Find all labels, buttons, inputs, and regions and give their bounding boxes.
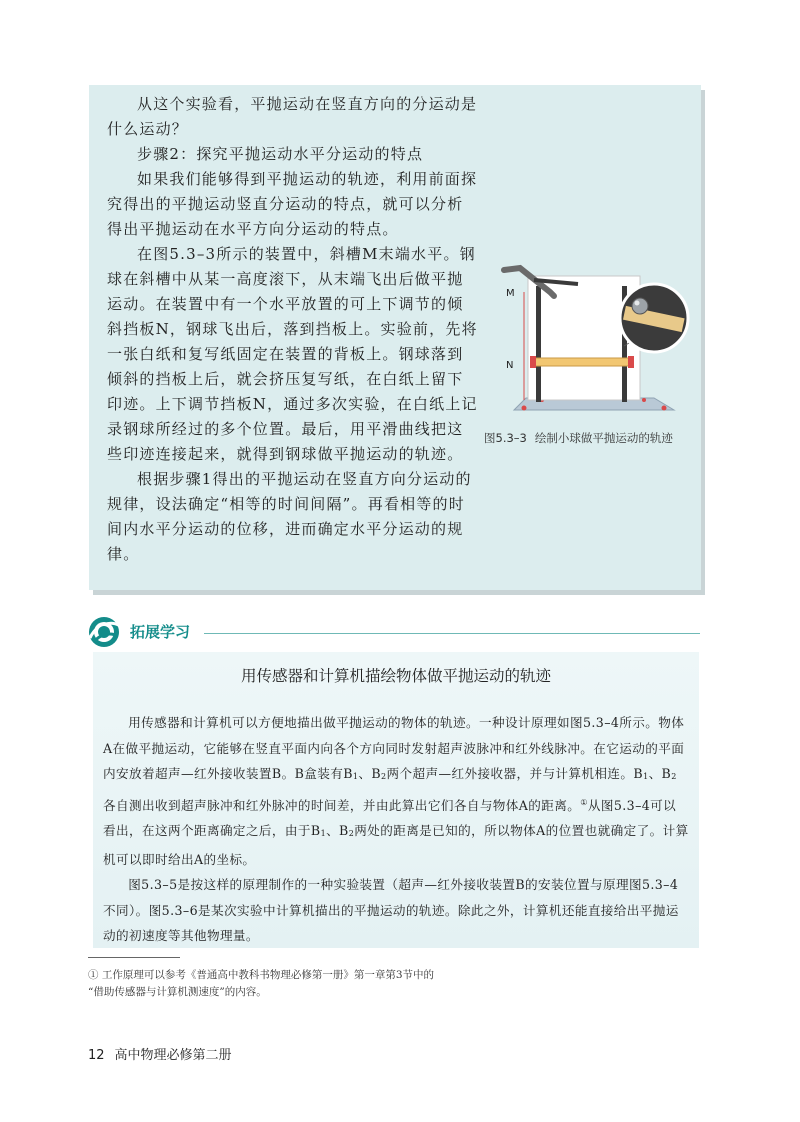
footnote <box>88 967 648 1001</box>
extension-title: 用传感器和计算机描绘物体做平抛运动的轨迹 <box>240 667 551 685</box>
apparatus-illustration <box>494 262 694 424</box>
footnote-line-1: ① 工作原理可以参考《普通高中教科书物理必修第一册》第一章第3节中的 <box>88 969 435 981</box>
figure-caption-text: 绘制小球做平抛运动的轨迹 <box>534 431 673 445</box>
exp-step-2-heading: 步骤2：探究平抛运动水平分运动的特点 <box>137 145 424 163</box>
figure-apparatus <box>494 262 694 424</box>
figure-label-m: M <box>506 288 515 299</box>
globe-swirl-icon <box>86 614 122 650</box>
footnote-rule <box>88 957 180 958</box>
book-title: 高中物理必修第二册 <box>114 1048 232 1063</box>
page-number: 12 <box>88 1048 105 1063</box>
extension-divider <box>204 633 700 634</box>
ext-paragraph-1: 用传感器和计算机可以方便地描出做平抛运动的物体的轨迹。一种设计原理如图5.3–4所示。物体A在做平抛运动，它能够在竖直平面内向各个方向同时发射超声波脉冲和红外线脉冲。在它运动的平面内安放着超声—红外接收装置B。B盒装有$B_1$、$B_2$两个超声—红外接收器，并与计算机相连。$B_1$、$B_2$各自测出收到超声脉冲和红外脉冲的时间差，并由此算出它们各自与物体A的距离。①从图5.3–4可以看出，在这两个距离确定之后，由于$B_1$、$B_2$两处的距离是已知的，所以物体A的位置也就确定了。计算机可以即时给出A的坐标。 <box>103 715 689 867</box>
page-footer <box>88 1044 232 1063</box>
experiment-text <box>107 92 479 567</box>
exp-paragraph-1: 从这个实验看，平抛运动在竖直方向的分运动是什么运动？ <box>107 95 478 138</box>
extension-label: 拓展学习 <box>130 623 191 641</box>
exp-paragraph-4: 根据步骤1得出的平抛运动在竖直方向分运动的规律，设法确定“相等的时间间隔”。再看相等的时间内水平分运动的位移，进而确定水平分运动的规律。 <box>107 470 472 563</box>
figure-caption <box>484 430 694 446</box>
ext-paragraph-2: 图5.3–5是按这样的原理制作的一种实验装置（超声—红外接收装置B的安装位置与原理图5.3–4不同）。图5.3–6是某次实验中计算机描出的平抛运动的轨迹。除此之外，计算机还能直接给出平抛运动的初速度等其他物理量。 <box>103 877 679 944</box>
extension-text <box>103 710 689 949</box>
figure-label-n: N <box>506 360 514 371</box>
exp-paragraph-3: 在图5.3–3所示的装置中，斜槽M末端水平。钢球在斜槽中从某一高度滚下，从末端飞出后做平抛运动。在装置中有一个水平放置的可上下调节的倾斜挡板N，钢球飞出后，落到挡板上。实验前，先将一张白纸和复写纸固定在装置的背板上。钢球落到倾斜的挡板上后，就会挤压复写纸，在白纸上留下印迹。上下调节挡板N，通过多次实验，在白纸上记录钢球所经过的多个位置。最后，用平滑曲线把这些印迹连接起来，就得到钢球做平抛运动的轨迹。 <box>107 245 478 463</box>
footnote-marker[interactable]: ① <box>580 797 588 807</box>
figure-caption-number: 图5.3–3 <box>484 431 527 445</box>
extension-header <box>86 612 700 652</box>
exp-paragraph-2: 如果我们能够得到平抛运动的轨迹，利用前面探究得出的平抛运动竖直分运动的特点，就可以分析得出平抛运动在水平方向分运动的特点。 <box>107 170 478 238</box>
footnote-line-2: “借助传感器与计算机测速度”的内容。 <box>88 986 267 998</box>
